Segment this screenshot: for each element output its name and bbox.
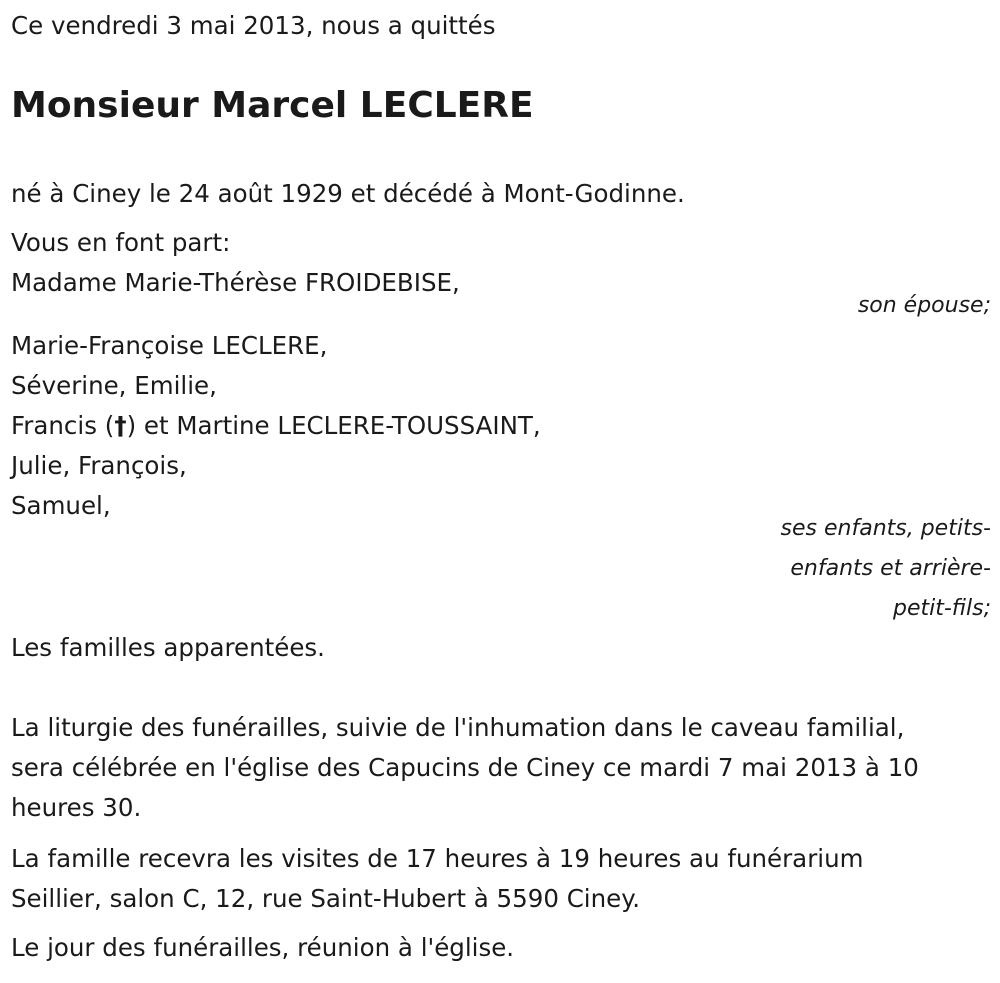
family-member: Julie, François, — [11, 451, 187, 480]
children-relation-line: enfants et arrière- — [790, 556, 991, 581]
spouse-name: Madame Marie-Thérèse FROIDEBISE, — [11, 268, 460, 297]
birth-death-text: né à Ciney le 24 août 1929 et décédé à Mont-Godinne. — [11, 179, 685, 208]
children-relation-line: petit-fils; — [892, 596, 991, 621]
liturgy-line: sera célébrée en l'église des Capucins de Ciney ce mardi 7 mai 2013 à 10 — [11, 753, 919, 782]
liturgy-line: La liturgie des funérailles, suivie de l'inhumation dans le caveau familial, — [11, 713, 905, 742]
visits-line: La famille recevra les visites de 17 heures à 19 heures au funérarium — [11, 844, 864, 873]
family-member-name: Francis — [11, 411, 97, 440]
spouse-relation: son épouse; — [857, 293, 991, 318]
obituary-page — [11, 0, 991, 983]
children-relation-line: ses enfants, petits- — [780, 516, 991, 541]
family-member: Séverine, Emilie, — [11, 371, 217, 400]
intro-text: Ce vendredi 3 mai 2013, nous a quittés — [11, 11, 496, 40]
deceased-cross-symbol: † — [114, 411, 127, 440]
family-member: Marie-Françoise LECLERE, — [11, 331, 328, 360]
meeting-text: Le jour des funérailles, réunion à l'église. — [11, 933, 515, 962]
family-member: Samuel, — [11, 491, 111, 520]
family-member-francis — [11, 406, 541, 446]
liturgy-line: heures 30. — [11, 793, 142, 822]
deceased-name: Monsieur Marcel LECLERE — [11, 85, 534, 126]
open-paren: ( — [96, 411, 115, 440]
notice-text: Vous en font part: — [11, 228, 231, 257]
family-member-rest: ) et Martine LECLERE-TOUSSAINT, — [126, 411, 541, 440]
visits-line: Seillier, salon C, 12, rue Saint-Hubert à 5590 Ciney. — [11, 884, 640, 913]
relatives-text: Les familles apparentées. — [11, 633, 325, 662]
